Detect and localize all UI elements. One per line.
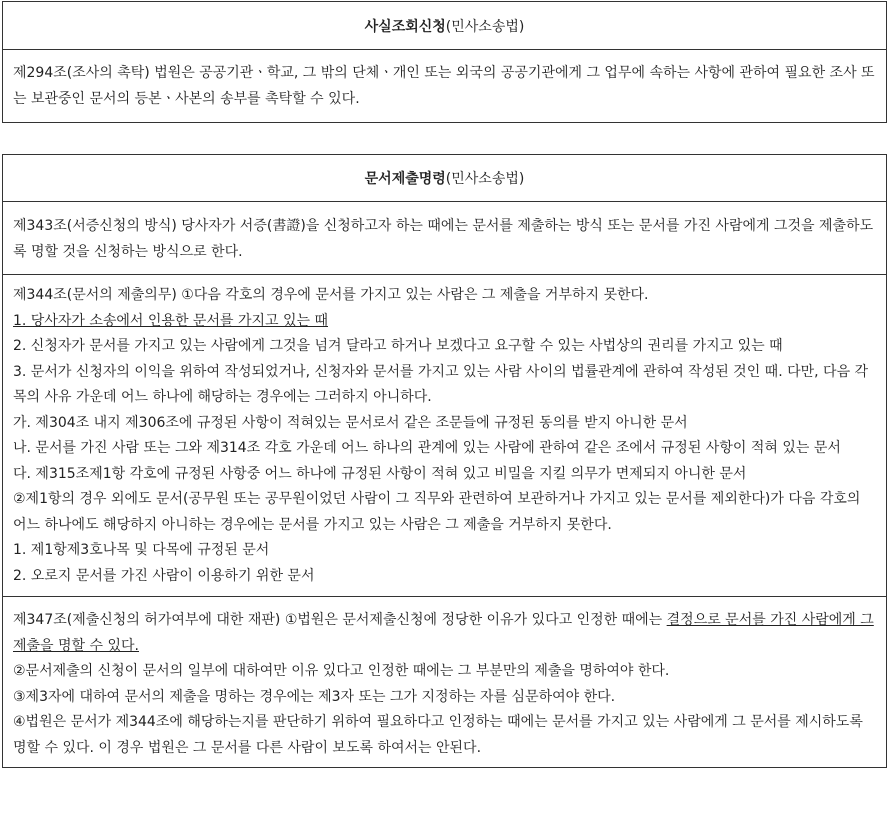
- article-347-para-4: ④법원은 문서가 제344조에 해당하는지를 판단하기 위하여 필요하다고 인정하는 때에는 문서를 가지고 있는 사람에게 그 문서를 제시하도록 명할 수 있다. 이 경우 법원은 그 문서를 다른 사람이 보도록 하여서는 안된다.: [13, 714, 863, 756]
- fact-inquiry-source: (민사소송법): [445, 18, 525, 35]
- article-344-item-3: 3. 문서가 신청자의 이익을 위하여 작성되었거나, 신청자와 문서를 가지고 있는 사람 사이의 법률관계에 관하여 작성된 것인 때. 다만, 다음 각목의 사유 가운데 어느 하나에 해당하는 경우에는 그러하지 아니하다.: [13, 363, 869, 405]
- article-344-intro: 제344조(문서의 제출의무) ①다음 각호의 경우에 문서를 가지고 있는 사람은 그 제출을 거부하지 못한다.: [13, 287, 649, 303]
- document-order-title: 문서제출명령: [364, 171, 446, 187]
- article-343-text: 제343조(서증신청의 방식) 당사자가 서증(書證)을 신청하고자 하는 때에는 문서를 제출하는 방식 또는 문서를 가진 사람에게 그것을 제출하도록 명할 것을 신청하는 방식으로 한다.: [13, 218, 874, 260]
- fact-inquiry-title: 사실조회신청: [364, 18, 446, 35]
- article-344-sub-da: 다. 제315조제1항 각호에 규정된 사항중 어느 하나에 규정된 사항이 적혀 있고 비밀을 지킬 의무가 면제되지 아니한 문서: [13, 465, 747, 482]
- article-344-sub-na: 나. 문서를 가진 사람 또는 그와 제314조 각호 가운데 어느 하나의 관계에 있는 사람에 관하여 같은 조에서 규정된 사항이 적혀 있는 문서: [13, 440, 841, 456]
- article-344-item-1: 1. 당사자가 소송에서 인용한 문서를 가지고 있는 때: [13, 312, 328, 329]
- article-347-intro-underlined: 결정으로 문서를 가진 사람에게 그 제출을 명할 수 있다.: [13, 612, 874, 654]
- article-344-para-2-item-1: 1. 제1항제3호나목 및 다목에 규정된 문서: [13, 542, 270, 558]
- document-order-header: [3, 155, 886, 202]
- article-347-intro: [13, 608, 876, 659]
- article-344-para-2-item-2: 2. 오로지 문서를 가진 사람이 이용하기 위한 문서: [13, 567, 315, 584]
- article-347-para-2: ②문서제출의 신청이 문서의 일부에 대하여만 이유 있다고 인정한 때에는 그 부분만의 제출을 명하여야 한다.: [13, 663, 670, 679]
- article-347-intro-text: 제347조(제출신청의 허가여부에 대한 재판) ①법원은 문서제출신청에 정당한 이유가 있다고 인정한 때에는: [13, 612, 667, 628]
- article-294-text: 제294조(조사의 촉탁) 법원은 공공기관ㆍ학교, 그 밖의 단체ㆍ개인 또는 외국의 공공기관에게 그 업무에 속하는 사항에 관하여 필요한 조사 또는 보관중인 문서의 등본ㆍ사본의 송부를 촉탁할 수 있다.: [13, 65, 875, 107]
- article-344-item-2: 2. 신청자가 문서를 가지고 있는 사람에게 그것을 넘겨 달라고 하거나 보겠다고 요구할 수 있는 사법상의 권리를 가지고 있는 때: [13, 338, 783, 354]
- article-347-cell: [3, 596, 886, 767]
- article-344-para-2: ②제1항의 경우 외에도 문서(공무원 또는 공무원이었던 사람이 그 직무와 관련하여 보관하거나 가지고 있는 문서를 제외한다)가 다음 각호의 어느 하나에도 해당하지 아니하는 경우에는 문서를 가지고 있는 사람은 그 제출을 거부하지 못한다.: [13, 491, 861, 533]
- article-344-sub-ga: 가. 제304조 내지 제306조에 규정된 사항이 적혀있는 문서로서 같은 조문들에 규정된 동의를 받지 아니한 문서: [13, 414, 688, 431]
- document-order-table: [2, 154, 887, 768]
- article-347-para-3: ③제3자에 대하여 문서의 제출을 명하는 경우에는 제3자 또는 그가 지정하는 자를 심문하여야 한다.: [13, 688, 616, 705]
- article-344-cell: [3, 274, 886, 596]
- article-343-cell: [3, 202, 886, 274]
- document-order-source: (민사소송법): [445, 171, 525, 187]
- fact-inquiry-header: [3, 2, 886, 50]
- fact-inquiry-table: [2, 1, 887, 123]
- article-294-cell: [3, 50, 886, 122]
